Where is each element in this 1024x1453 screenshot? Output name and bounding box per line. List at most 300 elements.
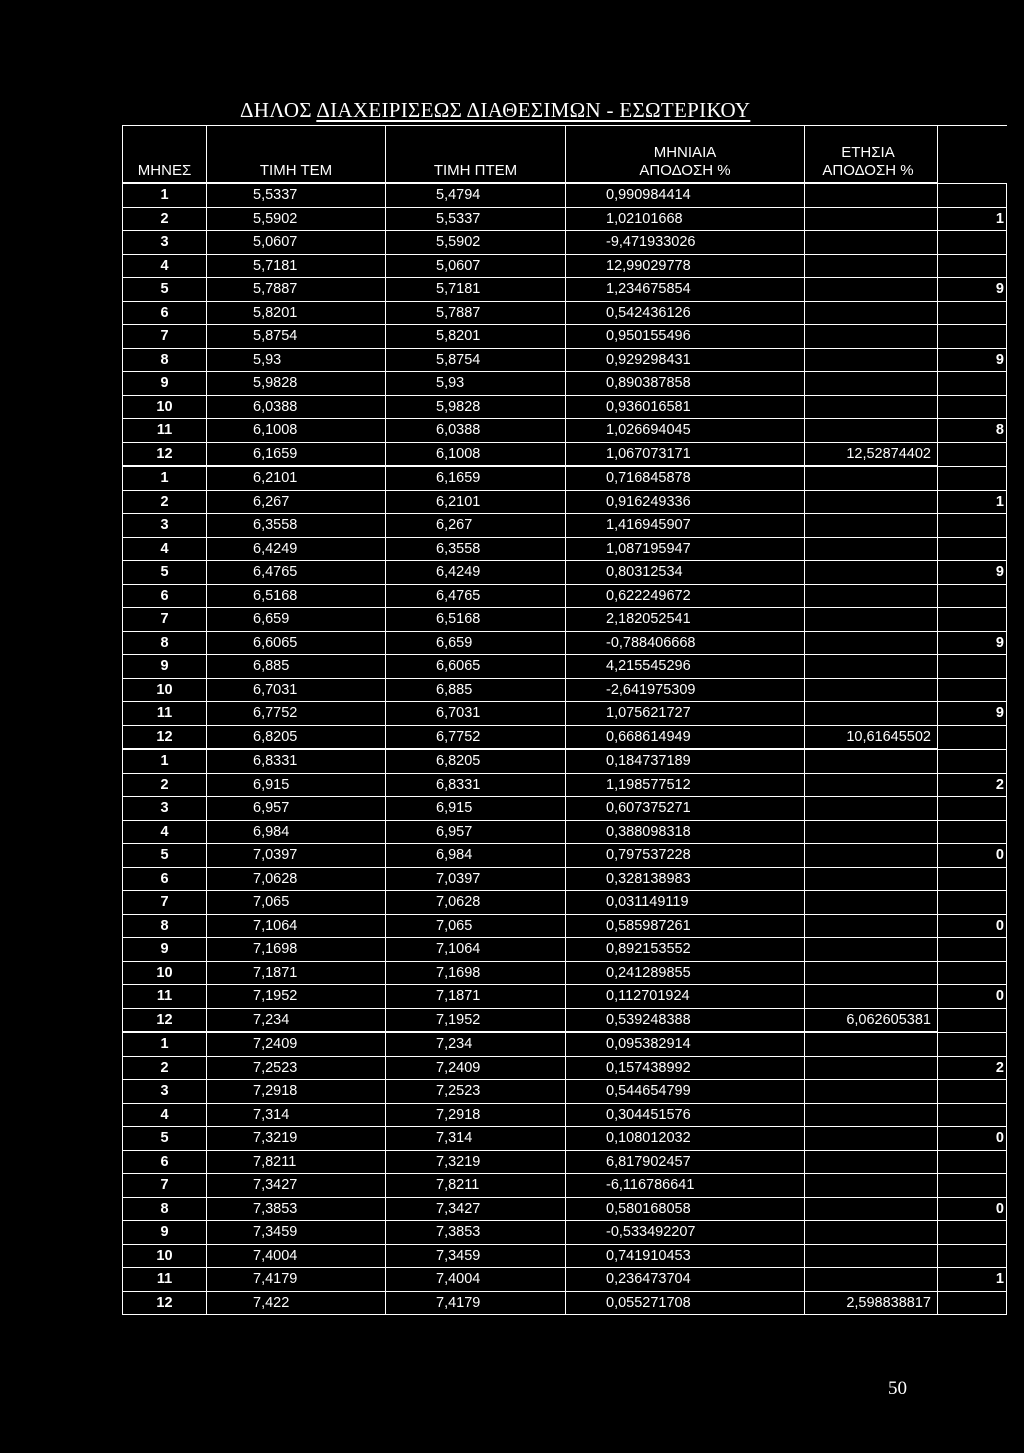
price-tem-cell: 6,659 xyxy=(207,608,386,632)
monthly-return-cell: 1,026694045 xyxy=(566,419,805,443)
price-tem-cell: 6,0388 xyxy=(207,395,386,419)
monthly-return-cell: 0,607375271 xyxy=(566,797,805,821)
price-ptem-cell: 7,234 xyxy=(386,1032,566,1056)
monthly-return-cell: 1,02101668 xyxy=(566,207,805,231)
header-month: ΜΗΝΕΣ xyxy=(123,126,207,184)
annual-return-cell: 10,61645502 xyxy=(805,725,938,749)
annual-return-cell xyxy=(805,702,938,726)
month-cell: 10 xyxy=(123,395,207,419)
side-digit-cell xyxy=(938,678,1007,702)
table-row xyxy=(123,938,1007,962)
annual-return-cell xyxy=(805,231,938,255)
monthly-return-cell: 1,234675854 xyxy=(566,278,805,302)
side-digit-cell: 9 xyxy=(938,561,1007,585)
monthly-return-cell: -6,116786641 xyxy=(566,1174,805,1198)
month-cell: 7 xyxy=(123,608,207,632)
month-cell: 12 xyxy=(123,725,207,749)
monthly-return-cell: 0,716845878 xyxy=(566,466,805,490)
month-cell: 5 xyxy=(123,561,207,585)
page-number: 50 xyxy=(888,1378,907,1399)
monthly-return-cell: -0,533492207 xyxy=(566,1221,805,1245)
annual-return-cell xyxy=(805,1080,938,1104)
month-cell: 8 xyxy=(123,631,207,655)
price-ptem-cell: 7,314 xyxy=(386,1127,566,1151)
side-digit-cell xyxy=(938,1150,1007,1174)
price-tem-cell: 5,7887 xyxy=(207,278,386,302)
monthly-return-cell: 0,990984414 xyxy=(566,183,805,207)
price-ptem-cell: 6,4249 xyxy=(386,561,566,585)
monthly-return-cell: 0,929298431 xyxy=(566,348,805,372)
price-tem-cell: 5,9828 xyxy=(207,372,386,396)
annual-return-cell xyxy=(805,1032,938,1056)
side-digit-cell xyxy=(938,254,1007,278)
monthly-return-cell: 0,112701924 xyxy=(566,985,805,1009)
price-tem-cell: 7,4179 xyxy=(207,1268,386,1292)
table-row xyxy=(123,207,1007,231)
side-digit-cell: 9 xyxy=(938,348,1007,372)
side-digit-cell xyxy=(938,891,1007,915)
price-ptem-cell: 6,659 xyxy=(386,631,566,655)
price-tem-cell: 7,422 xyxy=(207,1291,386,1315)
price-ptem-cell: 7,065 xyxy=(386,914,566,938)
price-ptem-cell: 6,267 xyxy=(386,514,566,538)
side-digit-cell xyxy=(938,725,1007,749)
price-tem-cell: 6,2101 xyxy=(207,466,386,490)
price-tem-cell: 7,2523 xyxy=(207,1056,386,1080)
month-cell: 11 xyxy=(123,1268,207,1292)
price-ptem-cell: 7,4004 xyxy=(386,1268,566,1292)
month-cell: 1 xyxy=(123,1032,207,1056)
side-digit-cell xyxy=(938,797,1007,821)
monthly-return-cell: 0,539248388 xyxy=(566,1008,805,1032)
table-row xyxy=(123,749,1007,773)
side-digit-cell xyxy=(938,372,1007,396)
monthly-return-cell: 4,215545296 xyxy=(566,655,805,679)
annual-return-cell xyxy=(805,254,938,278)
annual-return-cell xyxy=(805,961,938,985)
monthly-return-cell: 1,198577512 xyxy=(566,773,805,797)
side-digit-cell: 8 xyxy=(938,419,1007,443)
month-cell: 3 xyxy=(123,1080,207,1104)
month-cell: 2 xyxy=(123,773,207,797)
monthly-return-cell: 0,108012032 xyxy=(566,1127,805,1151)
annual-return-cell xyxy=(805,1221,938,1245)
annual-return-cell xyxy=(805,1244,938,1268)
header-monthly-return: ΜΗΝΙΑΙΑ ΑΠΟΔΟΣΗ % xyxy=(566,126,805,184)
monthly-return-cell: 0,328138983 xyxy=(566,867,805,891)
side-digit-cell xyxy=(938,867,1007,891)
header-price-tem: ΤΙΜΗ ΤΕΜ xyxy=(207,126,386,184)
month-cell: 4 xyxy=(123,820,207,844)
monthly-return-cell: 0,055271708 xyxy=(566,1291,805,1315)
annual-return-cell xyxy=(805,1197,938,1221)
price-tem-cell: 5,8754 xyxy=(207,325,386,349)
monthly-return-cell: 2,182052541 xyxy=(566,608,805,632)
monthly-return-cell: 0,304451576 xyxy=(566,1103,805,1127)
annual-return-cell: 2,598838817 xyxy=(805,1291,938,1315)
price-ptem-cell: 7,8211 xyxy=(386,1174,566,1198)
price-tem-cell: 5,7181 xyxy=(207,254,386,278)
side-digit-cell xyxy=(938,938,1007,962)
price-tem-cell: 6,7031 xyxy=(207,678,386,702)
annual-return-cell xyxy=(805,561,938,585)
price-ptem-cell: 7,3427 xyxy=(386,1197,566,1221)
table-row xyxy=(123,325,1007,349)
side-digit-cell: 1 xyxy=(938,1268,1007,1292)
price-tem-cell: 6,885 xyxy=(207,655,386,679)
monthly-return-cell: 12,99029778 xyxy=(566,254,805,278)
price-ptem-cell: 7,2409 xyxy=(386,1056,566,1080)
price-ptem-cell: 6,3558 xyxy=(386,537,566,561)
month-cell: 7 xyxy=(123,891,207,915)
monthly-return-cell: 0,095382914 xyxy=(566,1032,805,1056)
annual-return-cell xyxy=(805,466,938,490)
monthly-return-cell: 0,668614949 xyxy=(566,725,805,749)
annual-return-cell xyxy=(805,419,938,443)
table-row xyxy=(123,1056,1007,1080)
table-row xyxy=(123,773,1007,797)
month-cell: 8 xyxy=(123,914,207,938)
monthly-return-cell: 1,075621727 xyxy=(566,702,805,726)
returns-table xyxy=(122,125,1007,1315)
table-row xyxy=(123,1127,1007,1151)
title-underlined: ΔΙΑΧΕΙΡΙΣΕΩΣ ΔΙΑΘΕΣΙΜΩΝ - ΕΣΩΤΕΡΙΚΟΥ xyxy=(316,98,751,122)
month-cell: 5 xyxy=(123,1127,207,1151)
table-row xyxy=(123,254,1007,278)
side-digit-cell xyxy=(938,961,1007,985)
month-cell: 8 xyxy=(123,1197,207,1221)
table-row xyxy=(123,961,1007,985)
table-row xyxy=(123,442,1007,466)
table-row xyxy=(123,867,1007,891)
month-cell: 3 xyxy=(123,231,207,255)
price-ptem-cell: 5,5902 xyxy=(386,231,566,255)
monthly-return-cell: 0,388098318 xyxy=(566,820,805,844)
month-cell: 10 xyxy=(123,1244,207,1268)
price-tem-cell: 6,915 xyxy=(207,773,386,797)
price-tem-cell: 7,1698 xyxy=(207,938,386,962)
month-cell: 9 xyxy=(123,655,207,679)
month-cell: 10 xyxy=(123,678,207,702)
month-cell: 9 xyxy=(123,372,207,396)
annual-return-cell xyxy=(805,348,938,372)
annual-return-cell xyxy=(805,490,938,514)
month-cell: 2 xyxy=(123,490,207,514)
monthly-return-cell: 1,416945907 xyxy=(566,514,805,538)
table-row xyxy=(123,372,1007,396)
side-digit-cell: 1 xyxy=(938,207,1007,231)
monthly-return-cell: 0,741910453 xyxy=(566,1244,805,1268)
header-annual-return: ΕΤΗΣΙΑ ΑΠΟΔΟΣΗ % xyxy=(805,126,938,184)
annual-return-cell xyxy=(805,514,938,538)
monthly-return-cell: 0,542436126 xyxy=(566,301,805,325)
side-digit-cell xyxy=(938,1103,1007,1127)
side-digit-cell xyxy=(938,820,1007,844)
price-tem-cell: 5,5902 xyxy=(207,207,386,231)
month-cell: 2 xyxy=(123,207,207,231)
price-tem-cell: 7,234 xyxy=(207,1008,386,1032)
annual-return-cell xyxy=(805,749,938,773)
month-cell: 9 xyxy=(123,1221,207,1245)
monthly-return-cell: 1,087195947 xyxy=(566,537,805,561)
table-row xyxy=(123,1080,1007,1104)
side-digit-cell xyxy=(938,1174,1007,1198)
table-row xyxy=(123,348,1007,372)
price-ptem-cell: 7,0397 xyxy=(386,867,566,891)
price-tem-cell: 6,1008 xyxy=(207,419,386,443)
side-digit-cell: 0 xyxy=(938,1127,1007,1151)
price-tem-cell: 5,5337 xyxy=(207,183,386,207)
price-tem-cell: 7,3427 xyxy=(207,1174,386,1198)
monthly-return-cell: 0,544654799 xyxy=(566,1080,805,1104)
side-digit-cell xyxy=(938,584,1007,608)
price-ptem-cell: 6,4765 xyxy=(386,584,566,608)
price-ptem-cell: 7,1064 xyxy=(386,938,566,962)
table-row xyxy=(123,466,1007,490)
month-cell: 11 xyxy=(123,702,207,726)
title-prefix: ΔΗΛΟΣ xyxy=(240,98,317,122)
table-row xyxy=(123,561,1007,585)
price-tem-cell: 7,314 xyxy=(207,1103,386,1127)
price-tem-cell: 6,3558 xyxy=(207,514,386,538)
table-row xyxy=(123,1174,1007,1198)
price-tem-cell: 7,3459 xyxy=(207,1221,386,1245)
price-ptem-cell: 7,2523 xyxy=(386,1080,566,1104)
side-digit-cell xyxy=(938,1008,1007,1032)
header-row xyxy=(123,126,1007,184)
annual-return-cell xyxy=(805,301,938,325)
annual-return-cell xyxy=(805,1150,938,1174)
side-digit-cell: 2 xyxy=(938,773,1007,797)
price-ptem-cell: 6,0388 xyxy=(386,419,566,443)
month-cell: 7 xyxy=(123,325,207,349)
table-row xyxy=(123,914,1007,938)
price-tem-cell: 5,0607 xyxy=(207,231,386,255)
annual-return-cell xyxy=(805,985,938,1009)
table-row xyxy=(123,631,1007,655)
annual-return-cell xyxy=(805,372,938,396)
table-row xyxy=(123,1103,1007,1127)
side-digit-cell xyxy=(938,608,1007,632)
annual-return-cell xyxy=(805,914,938,938)
price-ptem-cell: 6,984 xyxy=(386,844,566,868)
monthly-return-cell: 1,067073171 xyxy=(566,442,805,466)
side-digit-cell xyxy=(938,325,1007,349)
side-digit-cell: 9 xyxy=(938,278,1007,302)
monthly-return-cell: 0,031149119 xyxy=(566,891,805,915)
month-cell: 6 xyxy=(123,867,207,891)
side-digit-cell: 9 xyxy=(938,702,1007,726)
side-digit-cell xyxy=(938,301,1007,325)
table-row xyxy=(123,537,1007,561)
price-ptem-cell: 5,93 xyxy=(386,372,566,396)
annual-return-cell xyxy=(805,655,938,679)
monthly-return-cell: 0,797537228 xyxy=(566,844,805,868)
table-row xyxy=(123,891,1007,915)
monthly-return-cell: 0,622249672 xyxy=(566,584,805,608)
table-row xyxy=(123,608,1007,632)
table-row xyxy=(123,725,1007,749)
side-digit-cell xyxy=(938,395,1007,419)
price-tem-cell: 6,8205 xyxy=(207,725,386,749)
monthly-return-cell: 0,950155496 xyxy=(566,325,805,349)
monthly-return-cell: 0,585987261 xyxy=(566,914,805,938)
side-digit-cell xyxy=(938,537,1007,561)
month-cell: 1 xyxy=(123,466,207,490)
annual-return-cell xyxy=(805,207,938,231)
price-tem-cell: 7,8211 xyxy=(207,1150,386,1174)
annual-return-cell xyxy=(805,1103,938,1127)
price-tem-cell: 7,0397 xyxy=(207,844,386,868)
monthly-return-cell: 0,80312534 xyxy=(566,561,805,585)
month-cell: 10 xyxy=(123,961,207,985)
price-tem-cell: 6,957 xyxy=(207,797,386,821)
price-tem-cell: 7,065 xyxy=(207,891,386,915)
monthly-return-cell: 0,936016581 xyxy=(566,395,805,419)
month-cell: 9 xyxy=(123,938,207,962)
monthly-return-cell: 0,157438992 xyxy=(566,1056,805,1080)
annual-return-cell xyxy=(805,278,938,302)
price-tem-cell: 7,3219 xyxy=(207,1127,386,1151)
month-cell: 1 xyxy=(123,749,207,773)
price-ptem-cell: 5,8201 xyxy=(386,325,566,349)
side-digit-cell xyxy=(938,442,1007,466)
price-ptem-cell: 7,0628 xyxy=(386,891,566,915)
month-cell: 6 xyxy=(123,301,207,325)
annual-return-cell xyxy=(805,938,938,962)
price-ptem-cell: 7,2918 xyxy=(386,1103,566,1127)
annual-return-cell xyxy=(805,325,938,349)
header-price-ptem: ΤΙΜΗ ΠΤΕΜ xyxy=(386,126,566,184)
table-row xyxy=(123,797,1007,821)
annual-return-cell xyxy=(805,584,938,608)
table-row xyxy=(123,1221,1007,1245)
price-ptem-cell: 6,915 xyxy=(386,797,566,821)
price-tem-cell: 5,93 xyxy=(207,348,386,372)
annual-return-cell xyxy=(805,773,938,797)
month-cell: 6 xyxy=(123,584,207,608)
table-row xyxy=(123,584,1007,608)
price-tem-cell: 7,1064 xyxy=(207,914,386,938)
month-cell: 8 xyxy=(123,348,207,372)
side-digit-cell xyxy=(938,514,1007,538)
monthly-return-cell: 0,892153552 xyxy=(566,938,805,962)
side-digit-cell xyxy=(938,466,1007,490)
price-tem-cell: 7,2409 xyxy=(207,1032,386,1056)
annual-return-cell xyxy=(805,1268,938,1292)
price-tem-cell: 7,1952 xyxy=(207,985,386,1009)
annual-return-cell xyxy=(805,797,938,821)
month-cell: 11 xyxy=(123,419,207,443)
price-ptem-cell: 7,1698 xyxy=(386,961,566,985)
price-ptem-cell: 7,3459 xyxy=(386,1244,566,1268)
price-ptem-cell: 6,885 xyxy=(386,678,566,702)
month-cell: 5 xyxy=(123,278,207,302)
annual-return-cell xyxy=(805,867,938,891)
price-tem-cell: 7,1871 xyxy=(207,961,386,985)
price-ptem-cell: 7,1952 xyxy=(386,1008,566,1032)
price-ptem-cell: 6,1659 xyxy=(386,466,566,490)
monthly-return-cell: 0,916249336 xyxy=(566,490,805,514)
monthly-return-cell: 0,890387858 xyxy=(566,372,805,396)
side-digit-cell: 0 xyxy=(938,1197,1007,1221)
price-tem-cell: 6,267 xyxy=(207,490,386,514)
month-cell: 6 xyxy=(123,1150,207,1174)
month-cell: 12 xyxy=(123,1008,207,1032)
price-ptem-cell: 7,1871 xyxy=(386,985,566,1009)
document-title xyxy=(240,98,800,123)
monthly-return-cell: -0,788406668 xyxy=(566,631,805,655)
price-tem-cell: 6,984 xyxy=(207,820,386,844)
monthly-return-cell: 0,184737189 xyxy=(566,749,805,773)
price-tem-cell: 7,3853 xyxy=(207,1197,386,1221)
side-digit-cell xyxy=(938,655,1007,679)
month-cell: 12 xyxy=(123,442,207,466)
price-tem-cell: 6,6065 xyxy=(207,631,386,655)
annual-return-cell xyxy=(805,537,938,561)
side-digit-cell: 9 xyxy=(938,631,1007,655)
price-ptem-cell: 5,9828 xyxy=(386,395,566,419)
monthly-return-cell: -2,641975309 xyxy=(566,678,805,702)
price-ptem-cell: 6,7752 xyxy=(386,725,566,749)
month-cell: 3 xyxy=(123,514,207,538)
table-row xyxy=(123,655,1007,679)
side-digit-cell: 0 xyxy=(938,844,1007,868)
annual-return-cell xyxy=(805,631,938,655)
annual-return-cell xyxy=(805,608,938,632)
table-row xyxy=(123,1032,1007,1056)
price-ptem-cell: 6,6065 xyxy=(386,655,566,679)
monthly-return-cell: 0,241289855 xyxy=(566,961,805,985)
table-row xyxy=(123,514,1007,538)
annual-return-cell xyxy=(805,1127,938,1151)
table-row xyxy=(123,1197,1007,1221)
table-row xyxy=(123,278,1007,302)
side-digit-cell: 0 xyxy=(938,985,1007,1009)
month-cell: 5 xyxy=(123,844,207,868)
monthly-return-cell: 6,817902457 xyxy=(566,1150,805,1174)
table-body xyxy=(123,183,1007,1315)
table-row xyxy=(123,1268,1007,1292)
table-row xyxy=(123,395,1007,419)
monthly-return-cell: 0,236473704 xyxy=(566,1268,805,1292)
price-ptem-cell: 5,0607 xyxy=(386,254,566,278)
price-ptem-cell: 6,8331 xyxy=(386,773,566,797)
table-row xyxy=(123,490,1007,514)
table-row xyxy=(123,1244,1007,1268)
annual-return-cell xyxy=(805,1174,938,1198)
price-ptem-cell: 6,8205 xyxy=(386,749,566,773)
side-digit-cell: 0 xyxy=(938,914,1007,938)
side-digit-cell xyxy=(938,183,1007,207)
side-digit-cell xyxy=(938,1080,1007,1104)
price-tem-cell: 6,8331 xyxy=(207,749,386,773)
price-ptem-cell: 6,1008 xyxy=(386,442,566,466)
price-tem-cell: 6,1659 xyxy=(207,442,386,466)
month-cell: 4 xyxy=(123,254,207,278)
annual-return-cell: 12,52874402 xyxy=(805,442,938,466)
month-cell: 4 xyxy=(123,537,207,561)
table-row xyxy=(123,419,1007,443)
table-row xyxy=(123,183,1007,207)
side-digit-cell xyxy=(938,1244,1007,1268)
price-ptem-cell: 6,5168 xyxy=(386,608,566,632)
price-ptem-cell: 5,8754 xyxy=(386,348,566,372)
month-cell: 7 xyxy=(123,1174,207,1198)
price-ptem-cell: 6,2101 xyxy=(386,490,566,514)
table-row xyxy=(123,1008,1007,1032)
table-row xyxy=(123,985,1007,1009)
